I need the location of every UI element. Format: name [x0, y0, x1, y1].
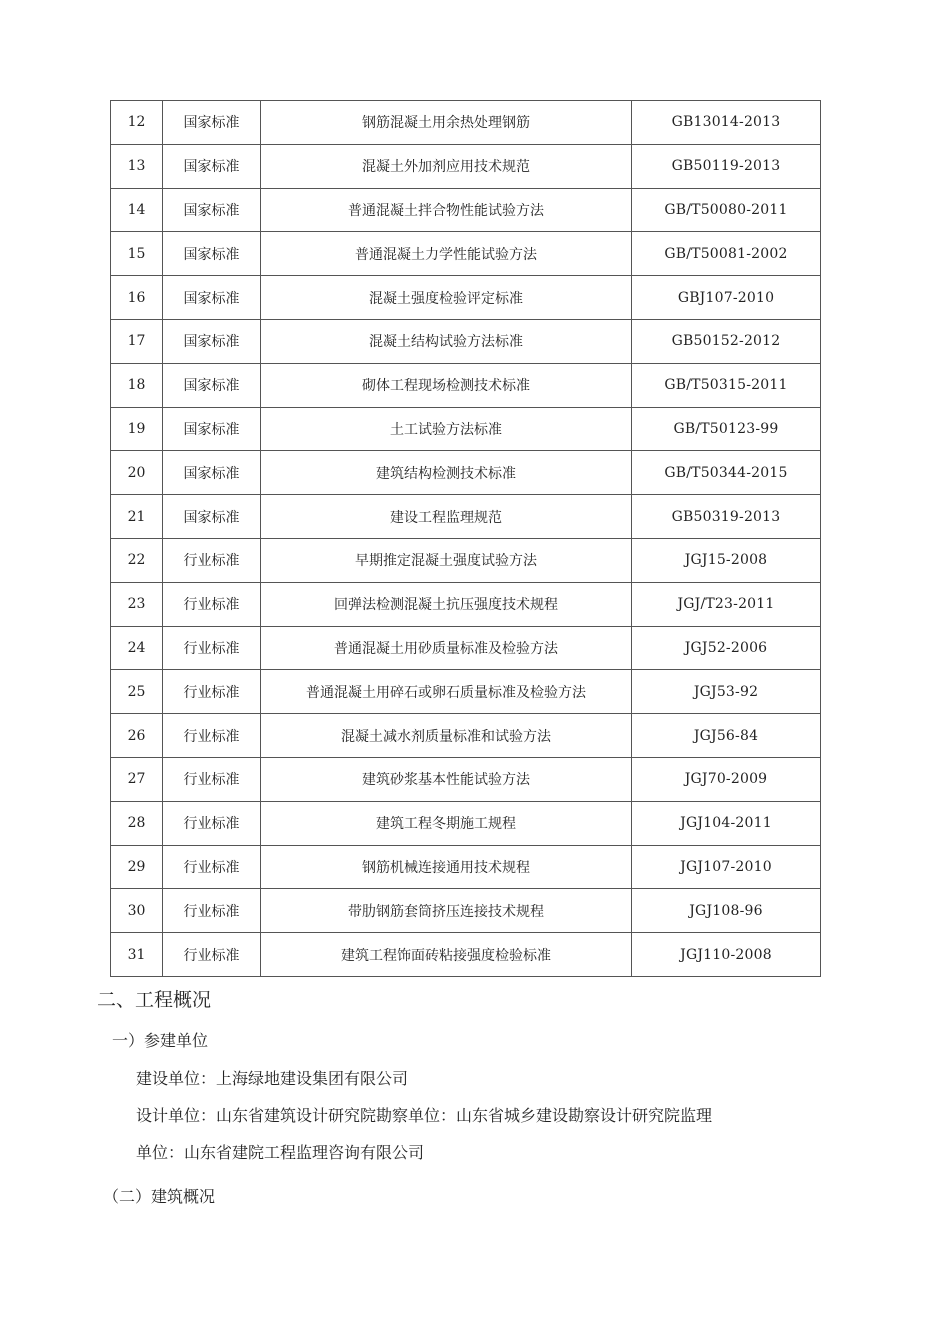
row-number: 28 — [111, 801, 163, 845]
standard-type: 国家标准 — [163, 232, 261, 276]
row-number: 24 — [111, 626, 163, 670]
table-row — [111, 276, 821, 320]
standard-code: GB50119-2013 — [632, 144, 821, 188]
design-survey-unit-line: 设计单位：山东省建筑设计研究院勘察单位：山东省城乡建设勘察设计研究院监理 — [136, 1106, 713, 1125]
table-row — [111, 757, 821, 801]
standard-code: JGJ/T23-2011 — [632, 582, 821, 626]
standard-type: 行业标准 — [163, 670, 261, 714]
standard-name: 混凝土外加剂应用技术规范 — [261, 144, 632, 188]
table-row — [111, 582, 821, 626]
table-row — [111, 538, 821, 582]
standard-code: JGJ108-96 — [632, 889, 821, 933]
standard-type: 行业标准 — [163, 801, 261, 845]
standard-type: 行业标准 — [163, 714, 261, 758]
row-number: 16 — [111, 276, 163, 320]
table-row — [111, 188, 821, 232]
standard-code: JGJ53-92 — [632, 670, 821, 714]
standard-name: 混凝土强度检验评定标准 — [261, 276, 632, 320]
standard-type: 行业标准 — [163, 757, 261, 801]
standard-type: 行业标准 — [163, 933, 261, 977]
standard-type: 国家标准 — [163, 495, 261, 539]
standard-name: 混凝土结构试验方法标准 — [261, 319, 632, 363]
standard-type: 国家标准 — [163, 451, 261, 495]
row-number: 27 — [111, 757, 163, 801]
row-number: 29 — [111, 845, 163, 889]
standard-type: 国家标准 — [163, 188, 261, 232]
row-number: 17 — [111, 319, 163, 363]
table-row — [111, 144, 821, 188]
subsection-building-overview: （二）建筑概况 — [103, 1187, 216, 1206]
table-row — [111, 451, 821, 495]
standard-name: 普通混凝土用砂质量标准及检验方法 — [261, 626, 632, 670]
standard-type: 国家标准 — [163, 363, 261, 407]
row-number: 31 — [111, 933, 163, 977]
standard-name: 建筑结构检测技术标准 — [261, 451, 632, 495]
standard-type: 国家标准 — [163, 144, 261, 188]
standard-code: GB/T50315-2011 — [632, 363, 821, 407]
row-number: 18 — [111, 363, 163, 407]
standard-code: JGJ52-2006 — [632, 626, 821, 670]
table-row — [111, 933, 821, 977]
row-number: 12 — [111, 101, 163, 145]
standard-name: 带肋钢筋套筒挤压连接技术规程 — [261, 889, 632, 933]
standard-code: JGJ56-84 — [632, 714, 821, 758]
standard-code: JGJ104-2011 — [632, 801, 821, 845]
standard-type: 行业标准 — [163, 845, 261, 889]
table-row — [111, 363, 821, 407]
standard-name: 普通混凝土拌合物性能试验方法 — [261, 188, 632, 232]
standard-code: GB50152-2012 — [632, 319, 821, 363]
section-title: 二、工程概况 — [97, 989, 212, 1011]
standard-code: GB/T50080-2011 — [632, 188, 821, 232]
standard-name: 建筑砂浆基本性能试验方法 — [261, 757, 632, 801]
table-row — [111, 845, 821, 889]
standard-name: 建设工程监理规范 — [261, 495, 632, 539]
standard-name: 回弹法检测混凝土抗压强度技术规程 — [261, 582, 632, 626]
standard-name: 钢筋混凝土用余热处理钢筋 — [261, 101, 632, 145]
standard-code: GB/T50123-99 — [632, 407, 821, 451]
row-number: 20 — [111, 451, 163, 495]
standard-code: GB50319-2013 — [632, 495, 821, 539]
table-row — [111, 101, 821, 145]
row-number: 13 — [111, 144, 163, 188]
row-number: 25 — [111, 670, 163, 714]
standards-table-body — [111, 101, 821, 977]
row-number: 19 — [111, 407, 163, 451]
table-row — [111, 714, 821, 758]
standard-type: 国家标准 — [163, 407, 261, 451]
standard-name: 普通混凝土用碎石或卵石质量标准及检验方法 — [261, 670, 632, 714]
table-row — [111, 495, 821, 539]
standard-type: 行业标准 — [163, 538, 261, 582]
standard-type: 行业标准 — [163, 889, 261, 933]
standard-code: GB/T50081-2002 — [632, 232, 821, 276]
row-number: 15 — [111, 232, 163, 276]
row-number: 22 — [111, 538, 163, 582]
table-row — [111, 232, 821, 276]
standard-code: JGJ107-2010 — [632, 845, 821, 889]
row-number: 26 — [111, 714, 163, 758]
row-number: 14 — [111, 188, 163, 232]
standard-type: 国家标准 — [163, 319, 261, 363]
standard-code: GBJ107-2010 — [632, 276, 821, 320]
table-row — [111, 670, 821, 714]
standard-name: 混凝土减水剂质量标准和试验方法 — [261, 714, 632, 758]
row-number: 30 — [111, 889, 163, 933]
table-row — [111, 626, 821, 670]
standard-name: 钢筋机械连接通用技术规程 — [261, 845, 632, 889]
standard-name: 建筑工程饰面砖粘接强度检验标准 — [261, 933, 632, 977]
standards-table — [110, 100, 821, 977]
supervision-unit-line: 单位：山东省建院工程监理咨询有限公司 — [136, 1143, 425, 1162]
standard-type: 行业标准 — [163, 626, 261, 670]
standard-name: 普通混凝土力学性能试验方法 — [261, 232, 632, 276]
row-number: 21 — [111, 495, 163, 539]
standard-type: 国家标准 — [163, 276, 261, 320]
standard-type: 行业标准 — [163, 582, 261, 626]
table-row — [111, 889, 821, 933]
standard-type: 国家标准 — [163, 101, 261, 145]
standard-name: 土工试验方法标准 — [261, 407, 632, 451]
standard-code: JGJ15-2008 — [632, 538, 821, 582]
table-row — [111, 407, 821, 451]
standard-name: 早期推定混凝土强度试验方法 — [261, 538, 632, 582]
standard-name: 砌体工程现场检测技术标准 — [261, 363, 632, 407]
standard-name: 建筑工程冬期施工规程 — [261, 801, 632, 845]
subsection-participants: 一）参建单位 — [112, 1031, 209, 1050]
table-row — [111, 319, 821, 363]
standard-code: GB/T50344-2015 — [632, 451, 821, 495]
table-row — [111, 801, 821, 845]
standard-code: JGJ110-2008 — [632, 933, 821, 977]
owner-unit-line: 建设单位：上海绿地建设集团有限公司 — [136, 1069, 409, 1088]
row-number: 23 — [111, 582, 163, 626]
standard-code: GB13014-2013 — [632, 101, 821, 145]
standard-code: JGJ70-2009 — [632, 757, 821, 801]
